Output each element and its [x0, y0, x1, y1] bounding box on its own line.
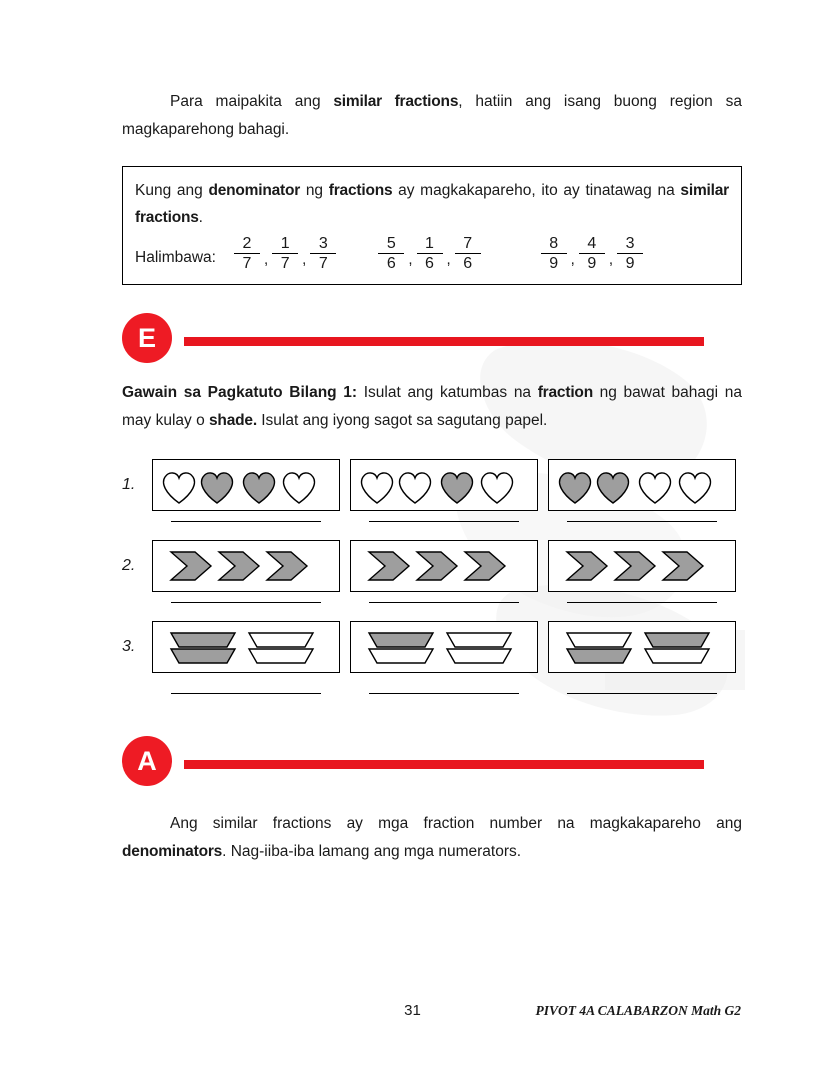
exercise-sets — [152, 621, 746, 673]
answer-lines — [152, 521, 746, 530]
exercise-row — [122, 459, 742, 511]
fraction-denominator: 7 — [280, 255, 290, 272]
fraction-bar — [617, 253, 643, 254]
shape-group-trapezoids — [350, 621, 538, 673]
answer-line[interactable] — [369, 521, 519, 522]
task-text-2: ng bawat bahagi na may kulay o — [122, 384, 742, 429]
answer-lines — [152, 683, 746, 694]
fraction-separator: , — [608, 251, 614, 268]
fraction-bar — [272, 253, 298, 254]
answer-slot — [350, 521, 538, 530]
answer-lines — [152, 602, 746, 611]
exercise-sets — [152, 459, 746, 511]
fraction-denominator: 6 — [463, 255, 473, 272]
fraction-numerator: 1 — [425, 235, 434, 252]
task-instruction — [122, 379, 742, 435]
fraction-separator: , — [570, 251, 575, 268]
summary-text-1: Ang similar fractions ay mga fraction number na magkakapareho ang — [170, 815, 742, 832]
answer-slot — [350, 602, 538, 611]
section-badge-e: E — [122, 313, 172, 363]
fraction-denominator: 9 — [587, 255, 597, 272]
examples-row — [135, 235, 729, 272]
shape-group-arrows — [152, 540, 340, 592]
summary-paragraph — [122, 810, 742, 866]
answer-line-row — [122, 521, 742, 530]
fraction-denominator: 6 — [425, 255, 434, 272]
intro-text-after: , hatiin ang isang buong region sa magkaparehong bahagi. — [122, 93, 742, 138]
summary-text-2: . Nag-iiba-iba lamang ang mga numerators. — [222, 843, 522, 860]
shape-group-arrows — [548, 540, 736, 592]
intro-text-before: Para maipakita ang — [170, 93, 334, 110]
answer-slot — [152, 683, 340, 694]
fraction-separator: , — [302, 251, 307, 268]
shape-group-hearts — [548, 459, 736, 511]
fraction-bar — [310, 253, 336, 254]
exercise-set — [548, 459, 736, 511]
fraction — [374, 235, 408, 272]
fraction-numerator: 7 — [463, 235, 473, 252]
task-bold-shade: shade. — [209, 412, 257, 429]
fraction-numerator: 1 — [280, 235, 290, 252]
exercise-set — [350, 459, 538, 511]
answer-line-row — [122, 602, 742, 611]
answer-line[interactable] — [369, 602, 519, 603]
exercise-set — [548, 621, 736, 673]
section-marker-e — [122, 313, 742, 369]
fraction — [537, 235, 571, 272]
fraction-denominator: 7 — [318, 255, 328, 272]
task-bold-fraction: fraction — [537, 384, 593, 401]
section-badge-a: A — [122, 736, 172, 786]
fraction-separator: , — [408, 251, 413, 268]
fraction-bar — [541, 253, 567, 254]
answer-slot — [152, 602, 340, 611]
def-text-1: Kung ang — [135, 182, 209, 199]
fraction-denominator: 9 — [625, 255, 635, 272]
shape-group-trapezoids — [152, 621, 340, 673]
fraction — [230, 235, 264, 272]
exercise-set — [548, 540, 736, 592]
exercise-set — [152, 540, 340, 592]
def-bold-similar-fractions: similar fractions — [135, 182, 729, 226]
section-rule-a — [184, 760, 704, 769]
exercise-list — [122, 459, 742, 694]
shape-group-arrows — [350, 540, 538, 592]
answer-slot — [548, 683, 736, 694]
answer-slot — [350, 683, 538, 694]
example-group-sixths — [374, 235, 484, 272]
def-bold-denominator: denominator — [208, 182, 301, 199]
answer-line[interactable] — [567, 602, 717, 603]
definition-sentence — [135, 177, 729, 231]
answer-line[interactable] — [171, 693, 321, 694]
fraction-separator: , — [446, 251, 451, 268]
exercise-row — [122, 540, 742, 592]
fraction-numerator: 8 — [549, 235, 559, 252]
page-number: 31 — [404, 1002, 421, 1019]
example-group-ninths — [537, 235, 647, 272]
answer-line[interactable] — [567, 521, 717, 522]
def-text-4: . — [198, 209, 203, 226]
intro-paragraph — [122, 88, 742, 144]
fraction-numerator: 2 — [242, 235, 252, 252]
fraction-denominator: 6 — [386, 255, 396, 272]
answer-slot — [152, 521, 340, 530]
exercise-set — [152, 459, 340, 511]
fraction — [268, 235, 302, 272]
fraction-bar — [378, 253, 404, 254]
exercise-set — [152, 621, 340, 673]
fraction — [413, 235, 447, 272]
answer-line[interactable] — [369, 693, 519, 694]
fraction-denominator: 9 — [549, 255, 559, 272]
fraction — [451, 235, 485, 272]
exercise-row — [122, 621, 742, 673]
footer-credit: PIVOT 4A CALABARZON Math G2 — [535, 1003, 741, 1018]
task-text-3: Isulat ang iyong sagot sa sagutang papel. — [256, 412, 548, 429]
fraction-numerator: 4 — [587, 235, 597, 252]
def-text-3: ay magkakapareho, ito ay tinatawag na — [392, 182, 681, 199]
exercise-number: 3. — [122, 638, 136, 655]
answer-line[interactable] — [567, 693, 717, 694]
fraction-bar — [417, 253, 443, 254]
answer-slot — [548, 521, 736, 530]
fraction-numerator: 3 — [625, 235, 635, 252]
fraction-denominator: 7 — [242, 255, 252, 272]
fraction-separator: , — [263, 251, 269, 268]
def-bold-fractions: fractions — [328, 182, 393, 199]
answer-line-row — [122, 683, 742, 694]
answer-line[interactable] — [171, 521, 321, 522]
section-rule-e — [184, 337, 704, 346]
answer-slot — [548, 602, 736, 611]
definition-box — [122, 166, 742, 285]
page-content — [122, 88, 742, 866]
shape-group-hearts — [152, 459, 340, 511]
fraction — [575, 235, 609, 272]
summary-bold-denominators: denominators — [122, 843, 223, 860]
def-text-2: ng — [300, 182, 329, 199]
fraction — [613, 235, 647, 272]
exercise-number: 2. — [122, 557, 136, 574]
example-group-sevenths — [230, 235, 340, 272]
shape-group-hearts — [350, 459, 538, 511]
fraction-numerator: 5 — [386, 235, 396, 252]
fraction-numerator: 3 — [318, 235, 328, 252]
intro-bold-term: similar fractions — [333, 93, 459, 110]
exercise-set — [350, 540, 538, 592]
fraction-bar — [455, 253, 481, 254]
fraction-bar — [579, 253, 605, 254]
fraction-bar — [234, 253, 260, 254]
task-text-1: Isulat ang katumbas na — [357, 384, 538, 401]
shape-group-trapezoids — [548, 621, 736, 673]
exercise-set — [350, 621, 538, 673]
examples-label: Halimbawa: — [135, 249, 216, 266]
fraction — [306, 235, 340, 272]
task-lead-label: Gawain sa Pagkatuto Bilang 1: — [122, 384, 358, 401]
answer-line[interactable] — [171, 602, 321, 603]
exercise-number: 1. — [122, 476, 136, 493]
section-marker-a — [122, 736, 742, 792]
exercise-sets — [152, 540, 746, 592]
